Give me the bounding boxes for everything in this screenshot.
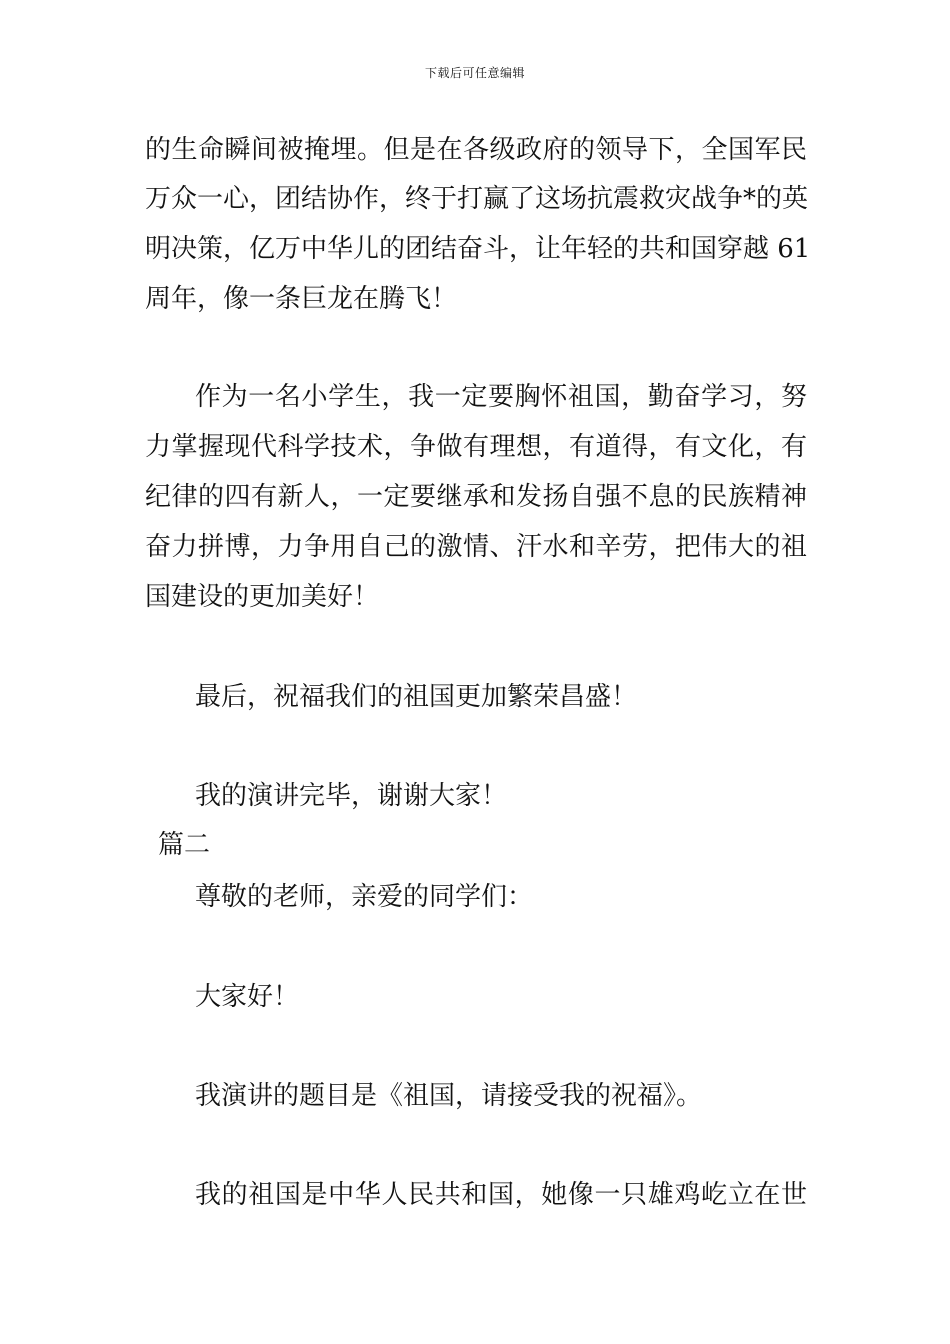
text-line: 纪律的四有新人，一定要继承和发扬自强不息的民族精神 — [145, 482, 807, 512]
text-line: 力掌握现代科学技术，争做有理想，有道得，有文化，有 — [145, 432, 807, 462]
text-line: 周年，像一条巨龙在腾飞！ — [145, 284, 458, 314]
section-heading: 篇二 — [158, 830, 211, 860]
page-header: 下载后可任意编辑 — [424, 66, 525, 80]
paragraph-closing: 我的演讲完毕，谢谢大家！ — [195, 781, 508, 811]
text-line: 奋力拼博，力争用自己的激情、汗水和辛劳，把伟大的祖 — [145, 532, 807, 562]
text-line: 明决策，亿万中华儿的团结奋斗，让年轻的共和国穿越 61 — [145, 234, 811, 264]
text-line: 万众一心，团结协作，终于打赢了这场抗震救灾战争*的英 — [145, 184, 809, 214]
paragraph-blessing: 最后，祝福我们的祖国更加繁荣昌盛！ — [195, 682, 638, 712]
text-line: 的生命瞬间被掩埋。但是在各级政府的领导下，全国军民 — [145, 135, 807, 165]
speech-topic: 我演讲的题目是《祖国，请接受我的祝福》。 — [195, 1081, 703, 1111]
salutation: 尊敬的老师，亲爱的同学们： — [195, 882, 534, 912]
text-line: 国建设的更加美好！ — [145, 582, 380, 612]
text-line: 作为一名小学生，我一定要胸怀祖国，勤奋学习，努 — [195, 382, 807, 412]
opening-line: 我的祖国是中华人民共和国，她像一只雄鸡屹立在世 — [195, 1180, 807, 1210]
greeting: 大家好！ — [195, 982, 300, 1012]
